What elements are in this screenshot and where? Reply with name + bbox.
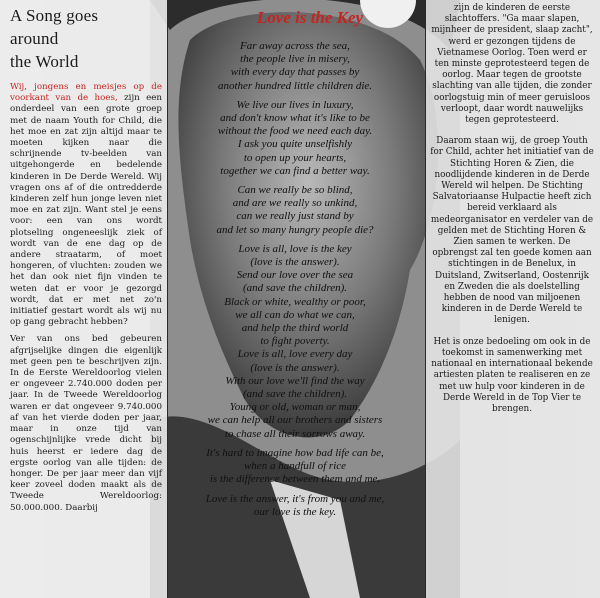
- poem-stanza: [176, 99, 414, 178]
- column-divider: [167, 0, 168, 598]
- poem-line: we can help all our brothers and sisters: [207, 414, 383, 427]
- right-paragraph: Het is onze bedoeling om ook in de toekomst in samenwerking met nationaal en internationaal bekende artiesten platen te realiseren en ze met uw hulp voor kinderen in de Derde Wereld in de Top Vier te brengen.: [431, 336, 593, 414]
- right-paragraph: zijn de kinderen de eerste slachtoffers. "Ga maar slapen, mijnheer de president, slaap zacht", werd er gezongen tijdens de Vietnamese Oorlog. Toen werd er ten minste geprotesteerd tegen de oorlog. Maar tegen de grootste slachting van alle tijden, die zonder oorlogstuig min of meer geruisloos verloopt, daar wordt nauwelijks tegen geprotesteerd.: [431, 3, 593, 126]
- poem-stanza: [176, 243, 414, 441]
- poem-line: (love is the answer).: [250, 256, 340, 269]
- headline-line: the World: [10, 52, 79, 71]
- intro-body: zijn een onderdeel van een grote groep met de naam Youth for Child, die het moe en zat zijn altijd maar te moeten kijken naar die schrijnende tv-beelden van uitgehongerde en bedelende kinderen in De Derde Wereld. Wij vragen ons af of die ontredderde kinderen zelf hun jonge leven niet moe en zat zijn. Want stel je eens voor: een van ons wordt plotseling ongeneeslijk ziek of wordt van de ene dag op de andere straatarm, of moet hongeren, of vluchten: zouden we het dan ook niet fijn vinden te weten dat er voor je gezorgd wordt, dat er met net zo'n initiatief gestart wordt als wij nu op gang gebracht hebben?: [10, 93, 162, 328]
- poem: [176, 40, 414, 525]
- poem-line: we all can do what we can,: [235, 308, 355, 321]
- poem-line: We live our lives in luxury,: [236, 98, 354, 111]
- poem-stanza: [176, 184, 414, 237]
- poem-line: With our love we'll find the way: [225, 374, 365, 387]
- headline-line: A Song goes: [10, 6, 99, 25]
- poem-line: together we can find a better way.: [220, 164, 370, 177]
- poem-line: Far away across the sea,: [240, 40, 350, 52]
- poem-line: to chase all their sorrows away.: [224, 427, 366, 440]
- poem-line: Send our love over the sea: [236, 269, 354, 282]
- poem-line: (love is the answer).: [250, 361, 340, 374]
- poem-line: is the difference between them and me.: [209, 473, 381, 486]
- right-paragraph: Daarom staan wij, de groep Youth for Child, achter het initiatief van de Stichting Horen & Zien, die noodlijdende kinderen in de Derde Wereld wil helpen. De Stichting Salvatoriaanse Hulpactie heeft zich bereid verklaard als medeorganisator en verdeler van de gelden met de Stichting Horen & Zien samen te werken. De opbrengst zal ten goede komen aan stichtingen in de Benelux, in Duitsland, Zwitserland, Oostenrijk en Zweden die als doelstelling hebben de nood van miljoenen kinderen in de Derde Wereld te lenigen.: [430, 136, 594, 326]
- poem-stanza: [176, 447, 414, 487]
- headline-line: around: [10, 29, 59, 48]
- intro-text: [10, 82, 162, 520]
- poem-line: I ask you quite unselfishly: [237, 138, 353, 151]
- intro-paragraph: Ver van ons bed gebeuren afgrijselijke dingen die eigenlijk met geen pen te beschrijven zijn. In de Eerste Wereldoorlog vielen er ongeveer 2.740.000 doden per jaar. In de Tweede Wereldoorlog waren er dat ongeveer 9.740.000 af van het vierde doden per jaar, maar in onze tijd van ogenschijnlijke vrede dicht bij huis heerst er iedere dag de ergste oorlog van alle tijden: de honger. De per jaar meer dan vijf keer zoveel doden maakt als de Tweede Wereldoorlog: 50.000.000. Daarbij: [10, 334, 162, 513]
- poem-line: and are we really so unkind,: [232, 197, 358, 210]
- poem-line: Black or white, wealthy or poor,: [224, 295, 366, 308]
- poem-line: our love is the key.: [253, 505, 337, 518]
- poem-line: with every day that passes by: [230, 66, 360, 79]
- poem-stanza: [176, 493, 414, 519]
- poem-line: Young or old, woman or man,: [229, 401, 361, 414]
- poem-line: It's hard to imagine how bad life can be,: [206, 446, 384, 459]
- poem-line: and don't know what it's like to be: [220, 112, 370, 125]
- poem-stanza: [176, 40, 414, 93]
- poem-line: and help the third world: [241, 322, 349, 335]
- intro-paragraph: [10, 82, 162, 328]
- poem-line: another hundred little children die.: [217, 79, 373, 92]
- poem-line: without the food we need each day.: [217, 125, 373, 138]
- poem-line: (and save the children).: [242, 388, 348, 401]
- column-divider: [425, 0, 426, 598]
- poem-line: when a handfull of rice: [243, 460, 347, 473]
- poem-line: to open up your hearts,: [243, 151, 347, 164]
- poem-line: Love is all, love is the key: [238, 242, 352, 255]
- poem-line: Love is all, love every day: [237, 348, 353, 361]
- poem-line: (and save the children).: [242, 282, 348, 295]
- poem-line: the people live in misery,: [240, 53, 350, 66]
- poem-line: Can we really be so blind,: [237, 184, 353, 197]
- right-text: [430, 3, 594, 425]
- poem-line: and let so many hungry people die?: [216, 223, 374, 236]
- poem-line: to fight poverty.: [260, 335, 330, 348]
- poem-line: can we really just stand by: [236, 210, 354, 223]
- headline: [10, 4, 162, 73]
- poem-title: Love is the Key: [256, 8, 364, 27]
- intro-lead: Wij, jongens en meisjes op de voorkant van de hoes,: [10, 82, 162, 104]
- poem-line: Love is the answer, it's from you and me,: [205, 492, 385, 505]
